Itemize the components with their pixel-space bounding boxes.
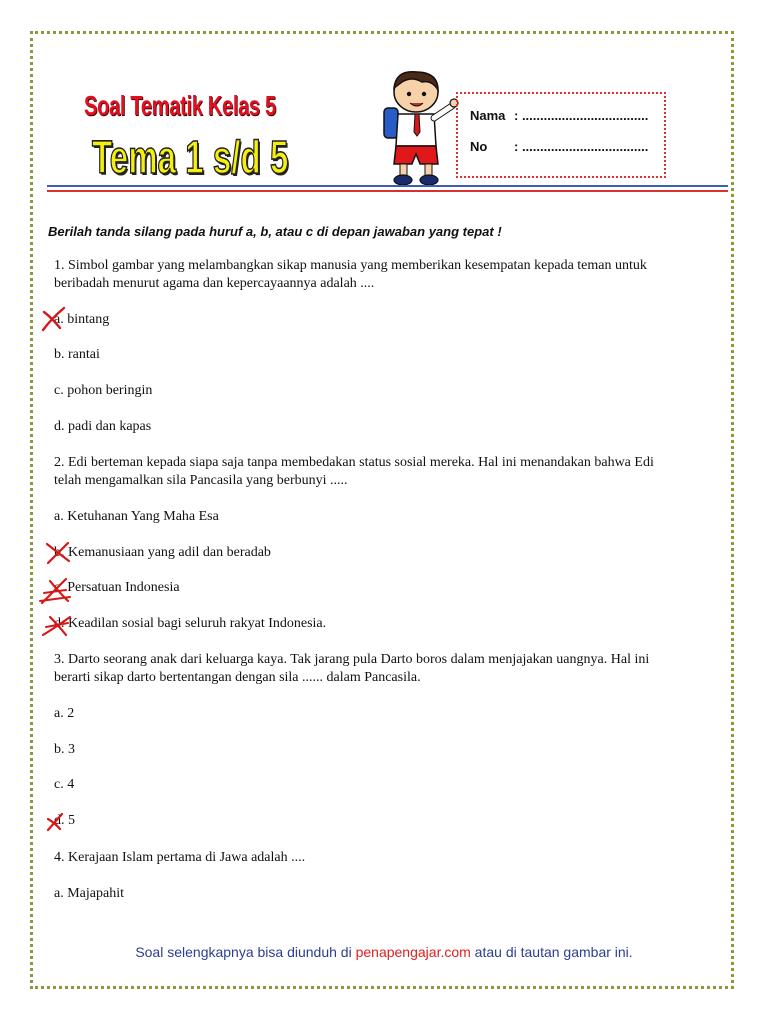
- question-2-option-a[interactable]: a. Ketuhanan Yang Maha Esa: [54, 509, 219, 524]
- footer-text-after: atau di tautan gambar ini.: [470, 944, 633, 960]
- question-4-text-line-1: 4. Kerajaan Islam pertama di Jawa adalah ....: [54, 850, 306, 865]
- question-3-option-c[interactable]: c. 4: [54, 777, 75, 792]
- answer-cross-mark-q3: [44, 811, 66, 833]
- name-label: Nama: [470, 108, 506, 123]
- question-1-text-line-2: beribadah menurut agama dan kepercayaannya adalah ....: [54, 276, 375, 291]
- worksheet-subtitle: Tema 1 s/d 5: [92, 131, 289, 183]
- answer-cross-mark-q2-c: [38, 577, 72, 607]
- question-1-option-b[interactable]: b. rantai: [54, 347, 100, 362]
- header-rule-red: [47, 190, 728, 192]
- worksheet-title: Soal Tematik Kelas 5: [84, 90, 276, 121]
- number-field[interactable]: : ...................................: [514, 139, 649, 154]
- answer-cross-mark-q2-d: [40, 613, 74, 639]
- question-2-text-line-2: telah mengamalkan sila Pancasila yang berbunyi .....: [54, 473, 348, 488]
- question-1-option-c[interactable]: c. pohon beringin: [54, 383, 153, 398]
- question-1-option-d[interactable]: d. padi dan kapas: [54, 419, 152, 434]
- name-row: [470, 108, 648, 123]
- question-3-option-a[interactable]: a. 2: [54, 706, 75, 721]
- name-field[interactable]: : ...................................: [514, 108, 649, 123]
- number-label: No: [470, 139, 488, 154]
- footer-link[interactable]: penapengajar.com: [355, 944, 471, 960]
- student-illustration: [372, 68, 462, 186]
- question-3-option-d[interactable]: d. 5: [54, 813, 75, 828]
- question-2-option-d[interactable]: d. Keadilan sosial bagi seluruh rakyat Indonesia.: [54, 616, 327, 631]
- instruction-text: Berilah tanda silang pada huruf a, b, atau c di depan jawaban yang tepat !: [48, 224, 502, 239]
- question-3-option-b[interactable]: b. 3: [54, 742, 75, 757]
- footer-note: [0, 944, 768, 960]
- number-row: [470, 139, 648, 154]
- question-4-option-a[interactable]: a. Majapahit: [54, 886, 124, 901]
- question-2-text-line-1: 2. Edi berteman kepada siapa saja tanpa membedakan status sosial mereka. Hal ini menandakan bahwa Edi: [54, 455, 654, 470]
- question-1-option-a[interactable]: a. bintang: [54, 312, 110, 327]
- question-2-option-b[interactable]: b. Kemanusiaan yang adil dan beradab: [54, 545, 271, 560]
- question-3-text-line-2: berarti sikap darto bertentangan dengan sila ...... dalam Pancasila.: [54, 670, 421, 685]
- header-rule-blue: [47, 185, 728, 187]
- question-2-option-c[interactable]: c. Persatuan Indonesia: [54, 580, 180, 595]
- student-info-box: [456, 92, 666, 178]
- question-3-text-line-1: 3. Darto seorang anak dari keluarga kaya. Tak jarang pula Darto boros dalam menjajakan uangnya. Hal ini: [54, 652, 650, 667]
- answer-cross-mark-q1: [40, 306, 68, 332]
- footer-text-before: Soal selengkapnya bisa diunduh di: [135, 944, 356, 960]
- answer-cross-mark-q2-b: [44, 541, 72, 565]
- question-1-text-line-1: 1. Simbol gambar yang melambangkan sikap manusia yang memberikan kesempatan kepada teman untuk: [54, 258, 647, 273]
